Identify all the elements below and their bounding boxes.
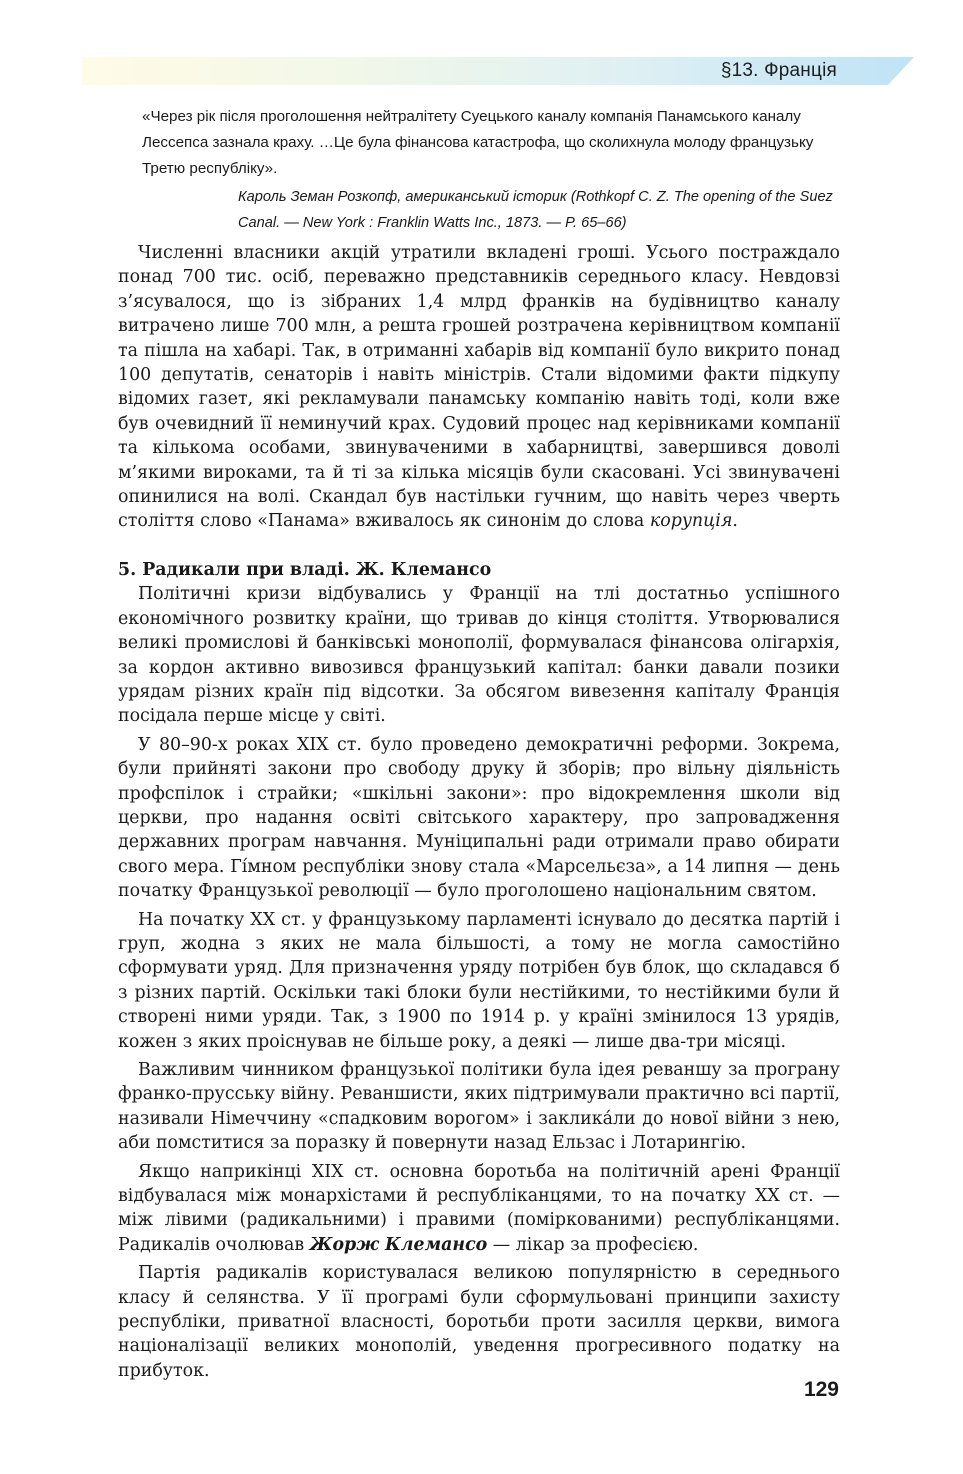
paragraph-revanche: Важливим чинником французької політики була ідея реваншу за програну франко-прусську війну. Реваншисти, яких підтримували практично всі партії, називали Німеччину «спадковим ворогом» і заклика́ли до нової війни з нею, аби помститися за поразку й повернути назад Ельзас і Лотарингію. bbox=[118, 1060, 840, 1154]
paragraph-radicals-text: Якщо наприкінці XIX ст. основна боротьба на політичній арені Франції відбувалася між монархістами й республіканцями, то на початку XX ст. — між лівими (радикальними) і правими (поміркованими) республіканцями. Радикалів очолював bbox=[118, 1161, 840, 1255]
paragraph-economy: Політичні кризи відбувались у Франції на тлі достатньо успішного економічного розвитку країни, що тривав до кінця століття. Утворювалися великі промислові й банківські монополії, формувалася фінансова олігархія, за кордон активно вивозився французький капітал: банки давали позики урядам різних країн під відсотки. За обсягом вивезення капіталу Франція посідала перше місце у світі. bbox=[118, 584, 840, 727]
quote-text: «Через рік після проголошення нейтралітету Суецького каналу компанія Панамського каналу Лессепса зазнала краху. …Це була фінансова катастрофа, що сколихнула молоду французьку Третю республіку». bbox=[142, 108, 814, 177]
main-text bbox=[118, 241, 840, 1383]
paragraph-reforms: У 80–90-х роках XIX ст. було проведено демократичні реформи. Зокрема, були прийняті закони про свободу друку й зборів; про вільну діяльність профспілок і страйки; «шкільні закони»: про відокремлення школи від церкви, про надання освіті світського характеру, про запровадження державних програм навчання. Муніципальні ради отримали право обирати свого мера. Гі́мном республіки знову стала «Марсельєза», а 14 липня — день початку Французької революції — було проголошено національним святом. bbox=[118, 734, 840, 902]
paragraph-party-program: Партія радикалів користувалася великою популярністю в середнього класу й селянства. У її програмі були сформульовані принципи захисту республіки, приватної власності, боротьби проти засилля церкви, вимога націоналізації великих монополій, уведення прогресивного податку на прибуток. bbox=[118, 1263, 840, 1381]
paragraph-radicals bbox=[118, 1160, 840, 1258]
paragraph-scandal-text: Численні власники акцій утратили вкладені гроші. Усього постраждало понад 700 тис. осіб, переважно представників середнього класу. Невдовзі з’ясувалося, що із зібраних 1,4 млрд франків на будівництво каналу витрачено лише 700 млн, а решта грошей розтрачена керівництвом компанії та пішла на хабарі. Так, в отриманні хабарів від компанії було викрито понад 100 депутатів, сенаторів і навіть міністрів. Стали відомими факти підкупу відомих газет, які рекламували панамську компанію навіть тоді, коли вже був очевидний її неминучий крах. Судовий процес над керівниками компанії та кількома особами, звинуваченими в хабарництві, завершився доволі м’якими вироками, та й ті за кілька місяців були скасовані. Усі звинувачені опинилися на волі. Скандал був настільки гучним, що навіть через чверть століття слово «Панама» вживалось як синонім до слова bbox=[118, 243, 840, 532]
paragraph-scandal bbox=[118, 241, 840, 534]
paragraph-radicals-end: — лікар за професією. bbox=[487, 1234, 699, 1255]
quote-attribution: Кароль Земан Розкопф, американський історик (Rothkopf C. Z. The opening of the Suez Canal. — New York : Franklin Watts Inc., 1873. — P. 65–66) bbox=[238, 189, 833, 231]
section-title: §13. Франція bbox=[720, 60, 837, 81]
page-number: 129 bbox=[803, 1378, 839, 1401]
section-heading: 5. Радикали при владі. Ж. Клемансо bbox=[118, 559, 492, 580]
person-name: Жорж Клемансо bbox=[309, 1234, 488, 1255]
emphasis-term: корупція bbox=[649, 511, 733, 532]
paragraph-scandal-end: . bbox=[732, 511, 738, 532]
paragraph-parliament: На початку XX ст. у французькому парламенті існувало до десятка партій і груп, жодна з яких не мала більшості, а тому не могла самостійно сформувати уряд. Для призначення уряду потрібен був блок, що складався б з різних партій. Оскільки такі блоки були нестійкими, то нестійкими були й створені ними уряди. Так, з 1900 по 1914 р. у країні змінилося 13 урядів, кожен з яких проіснував не більше року, а деякі — лише два-три місяці. bbox=[118, 909, 840, 1052]
epigraph-quote bbox=[142, 104, 842, 236]
